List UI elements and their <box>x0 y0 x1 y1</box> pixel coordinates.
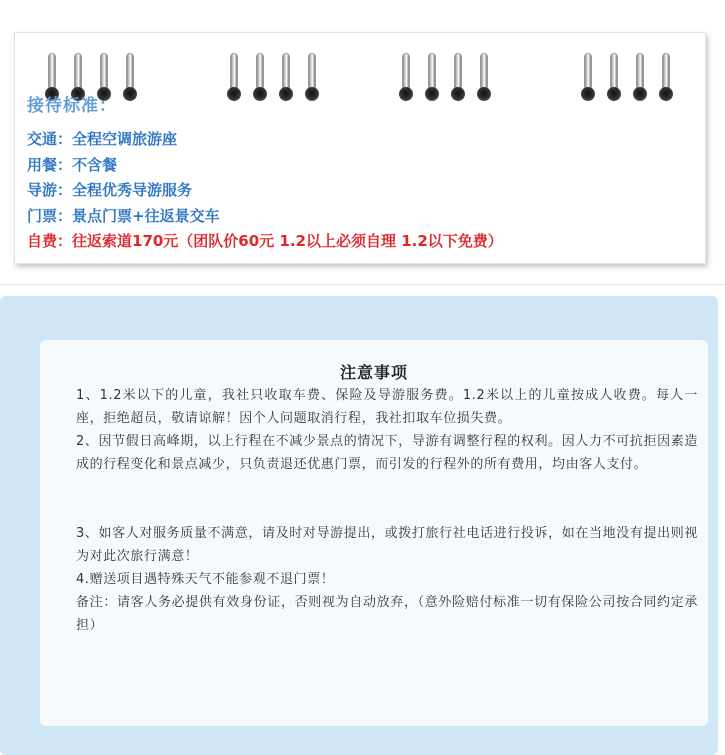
standard-list <box>27 127 503 255</box>
binder-ring-icon <box>279 53 293 103</box>
notice-remark: 备注：请客人务必提供有效身份证，否则视为自动放弃，（意外险赔付标准一切有保险公司按合同约定承担） <box>76 595 698 633</box>
section-divider <box>0 284 725 285</box>
notice-body <box>76 384 698 637</box>
notice-title: 注意事项 <box>339 363 408 382</box>
binder-ring-icon <box>659 53 673 103</box>
binder-ring-icon <box>227 53 241 103</box>
notice-item: 4.赠送项目遇特殊天气不能参观不退门票！ <box>76 572 335 587</box>
standard-tickets: 门票：景点门票+往返景交车 <box>27 206 220 225</box>
binder-ring-icon <box>399 53 413 103</box>
standard-transport: 交通：全程空调旅游座 <box>27 130 178 148</box>
standard-self-pay: 自费：往返索道170元（团队价60元 1.2以上必须自理 1.2以下免费） <box>27 232 503 250</box>
binder-ring-icon <box>253 53 267 103</box>
standard-guide: 导游：全程优秀导游服务 <box>27 181 193 199</box>
binder-ring-icon <box>123 53 137 103</box>
binder-ring-icon <box>477 53 491 103</box>
binder-ring-icon <box>581 53 595 103</box>
notice-item: 2、因节假日高峰期，以上行程在不减少景点的情况下，导游有调整行程的权利。因人力不可抗拒因素造成的行程变化和景点减少，只负责退还优惠门票，而引发的行程外的所有费用，均由客人支付。 <box>76 434 698 472</box>
binder-ring-icon <box>451 53 465 103</box>
notice-item: 3、如客人对服务质量不满意，请及时对导游提出，或拨打旅行社电话进行投诉，如在当地没有提出则视为对此次旅行满意！ <box>76 526 698 564</box>
binder-ring-icon <box>305 53 319 103</box>
binder-ring-icon <box>633 53 647 103</box>
binder-ring-icon <box>425 53 439 103</box>
reception-standard-card <box>14 32 706 264</box>
notice-item: 1、1.2米以下的儿童，我社只收取车费、保险及导游服务费。1.2米以上的儿童按成人收费。每人一座，拒绝超员，敬请谅解！因个人问题取消行程，我社扣取车位损失费。 <box>76 388 698 426</box>
standard-meals: 用餐：不含餐 <box>27 155 118 174</box>
binder-ring-icon <box>607 53 621 103</box>
notice-panel <box>40 340 708 726</box>
card-title: 接待标准： <box>27 96 117 116</box>
